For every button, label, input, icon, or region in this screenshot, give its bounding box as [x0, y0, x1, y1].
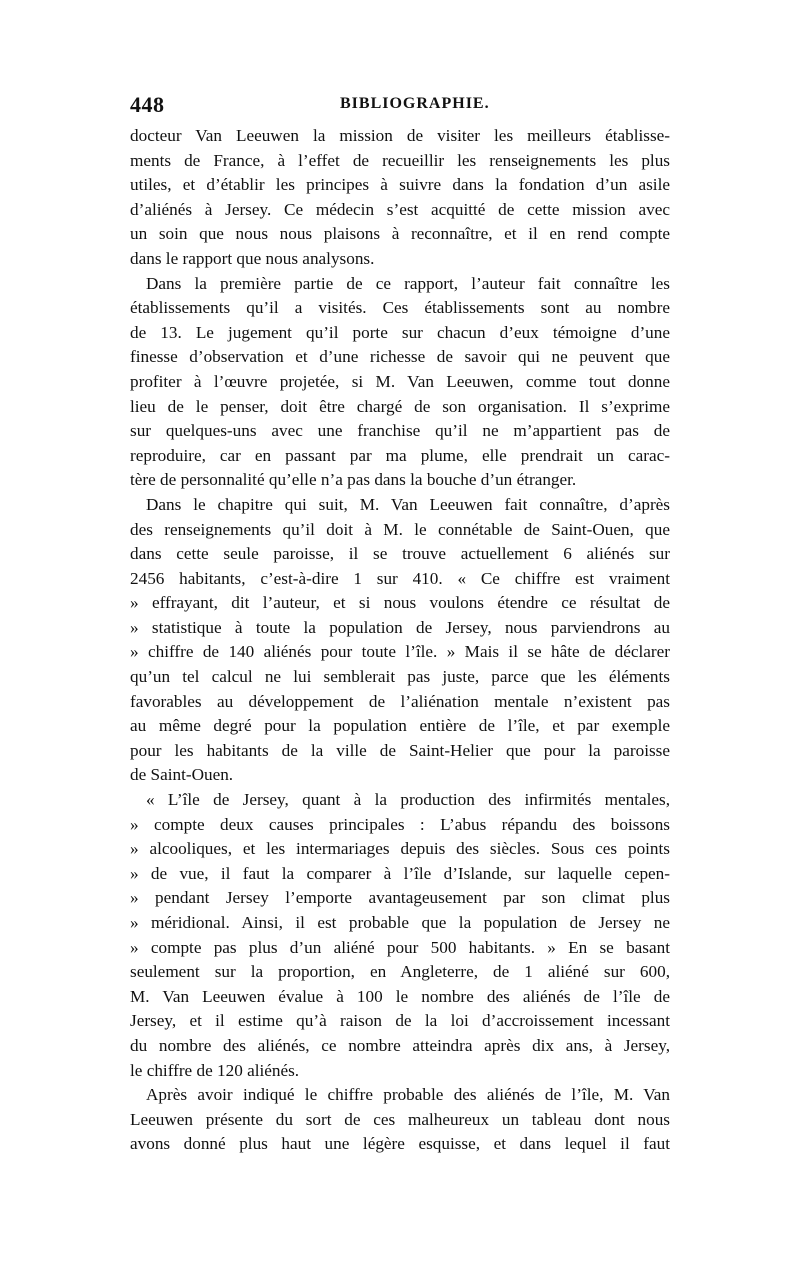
- page-number: 448: [130, 92, 165, 117]
- text-line: qu’un tel calcul ne lui semblerait pas juste, parce que les éléments: [130, 667, 670, 687]
- text-line: » compte pas plus d’un aliéné pour 500 habitants. » En se basant: [130, 937, 670, 957]
- text-line: d’aliénés à Jersey. Ce médecin s’est acquitté de cette mission avec: [130, 199, 670, 219]
- text-line: utiles, et d’établir les principes à suivre dans la fondation d’un asile: [130, 175, 670, 195]
- text-line: le chiffre de 120 aliénés.: [130, 1060, 300, 1080]
- text-line: finesse d’observation et d’une richesse de savoir qui ne peuvent que: [130, 347, 670, 367]
- page-header: [130, 92, 670, 120]
- text-line: Dans la première partie de ce rapport, l’auteur fait connaître les: [146, 273, 670, 293]
- text-line: du nombre des aliénés, ce nombre atteindra après dix ans, à Jersey,: [130, 1035, 670, 1055]
- text-line: avons donné plus haut une légère esquisse, et dans lequel il faut: [130, 1134, 670, 1154]
- text-line: » compte deux causes principales : L’abus répandu des boissons: [130, 814, 670, 834]
- text-line: Après avoir indiqué le chiffre probable des aliénés de l’île, M. Van: [146, 1085, 670, 1105]
- text-line: » méridional. Ainsi, il est probable que la population de Jersey ne: [130, 913, 670, 932]
- text-line: Dans le chapitre qui suit, M. Van Leeuwen fait connaître, d’après: [146, 494, 670, 514]
- text-line: » pendant Jersey l’emporte avantageusement par son climat plus: [130, 888, 670, 908]
- text-line: « L’île de Jersey, quant à la production des infirmités mentales,: [146, 790, 670, 810]
- text-line: Jersey, et il estime qu’à raison de la loi d’accroissement incessant: [130, 1011, 670, 1031]
- text-line: » de vue, il faut la comparer à l’île d’Islande, sur laquelle cepen-: [130, 863, 670, 883]
- text-line: de 13. Le jugement qu’il porte sur chacun d’eux témoigne d’une: [130, 322, 670, 342]
- text-line: pour les habitants de la ville de Saint-Helier que pour la paroisse: [130, 740, 670, 760]
- text-line: profiter à l’œuvre projetée, si M. Van Leeuwen, comme tout donne: [130, 371, 670, 391]
- text-line: seulement sur la proportion, en Angleterre, de 1 aliéné sur 600,: [130, 962, 670, 982]
- text-line: docteur Van Leeuwen la mission de visiter les meilleurs établisse-: [130, 126, 670, 145]
- text-line: des renseignements qu’il doit à M. le connétable de Saint-Ouen, que: [130, 519, 670, 539]
- text-line: tère de personnalité qu’elle n’a pas dans la bouche d’un étranger.: [130, 470, 577, 490]
- text-line: favorables au développement de l’aliénation mentale n’existent pas: [130, 691, 670, 711]
- text-line: sur quelques-uns avec une franchise qu’il ne m’appartient pas de: [130, 421, 670, 441]
- body-text: [130, 124, 670, 1157]
- text-line: de Saint-Ouen.: [130, 765, 234, 785]
- text-line: ments de France, à l’effet de recueillir les renseignements les plus: [130, 150, 670, 170]
- text-line: 2456 habitants, c’est-à-dire 1 sur 410. « Ce chiffre est vraiment: [130, 568, 670, 588]
- text-line: lieu de le penser, doit être chargé de son organisation. Il s’exprime: [130, 396, 670, 416]
- text-line: » chiffre de 140 aliénés pour toute l’île. » Mais il se hâte de déclarer: [130, 642, 670, 662]
- text-line: » effrayant, dit l’auteur, et si nous voulons étendre ce résultat de: [130, 593, 670, 613]
- text-line: au même degré pour la population entière de l’île, et par exemple: [130, 716, 670, 736]
- text-line: M. Van Leeuwen évalue à 100 le nombre des aliénés de l’île de: [130, 986, 670, 1006]
- text-line: établissements qu’il a visités. Ces établissements sont au nombre: [130, 298, 670, 318]
- text-line: dans le rapport que nous analysons.: [130, 248, 375, 268]
- text-line: un soin que nous nous plaisons à reconnaître, et il en rend compte: [130, 224, 670, 244]
- text-line: reproduire, car en passant par ma plume, elle prendrait un carac-: [130, 445, 670, 465]
- running-title: BIBLIOGRAPHIE.: [340, 95, 490, 112]
- text-line: » alcooliques, et les intermariages depuis des siècles. Sous ces points: [130, 839, 670, 859]
- text-line: » statistique à toute la population de Jersey, nous parviendrons au: [130, 617, 670, 637]
- text-line: dans cette seule paroisse, il se trouve actuellement 6 aliénés sur: [130, 544, 670, 564]
- text-line: Leeuwen présente du sort de ces malheureux un tableau dont nous: [130, 1109, 670, 1129]
